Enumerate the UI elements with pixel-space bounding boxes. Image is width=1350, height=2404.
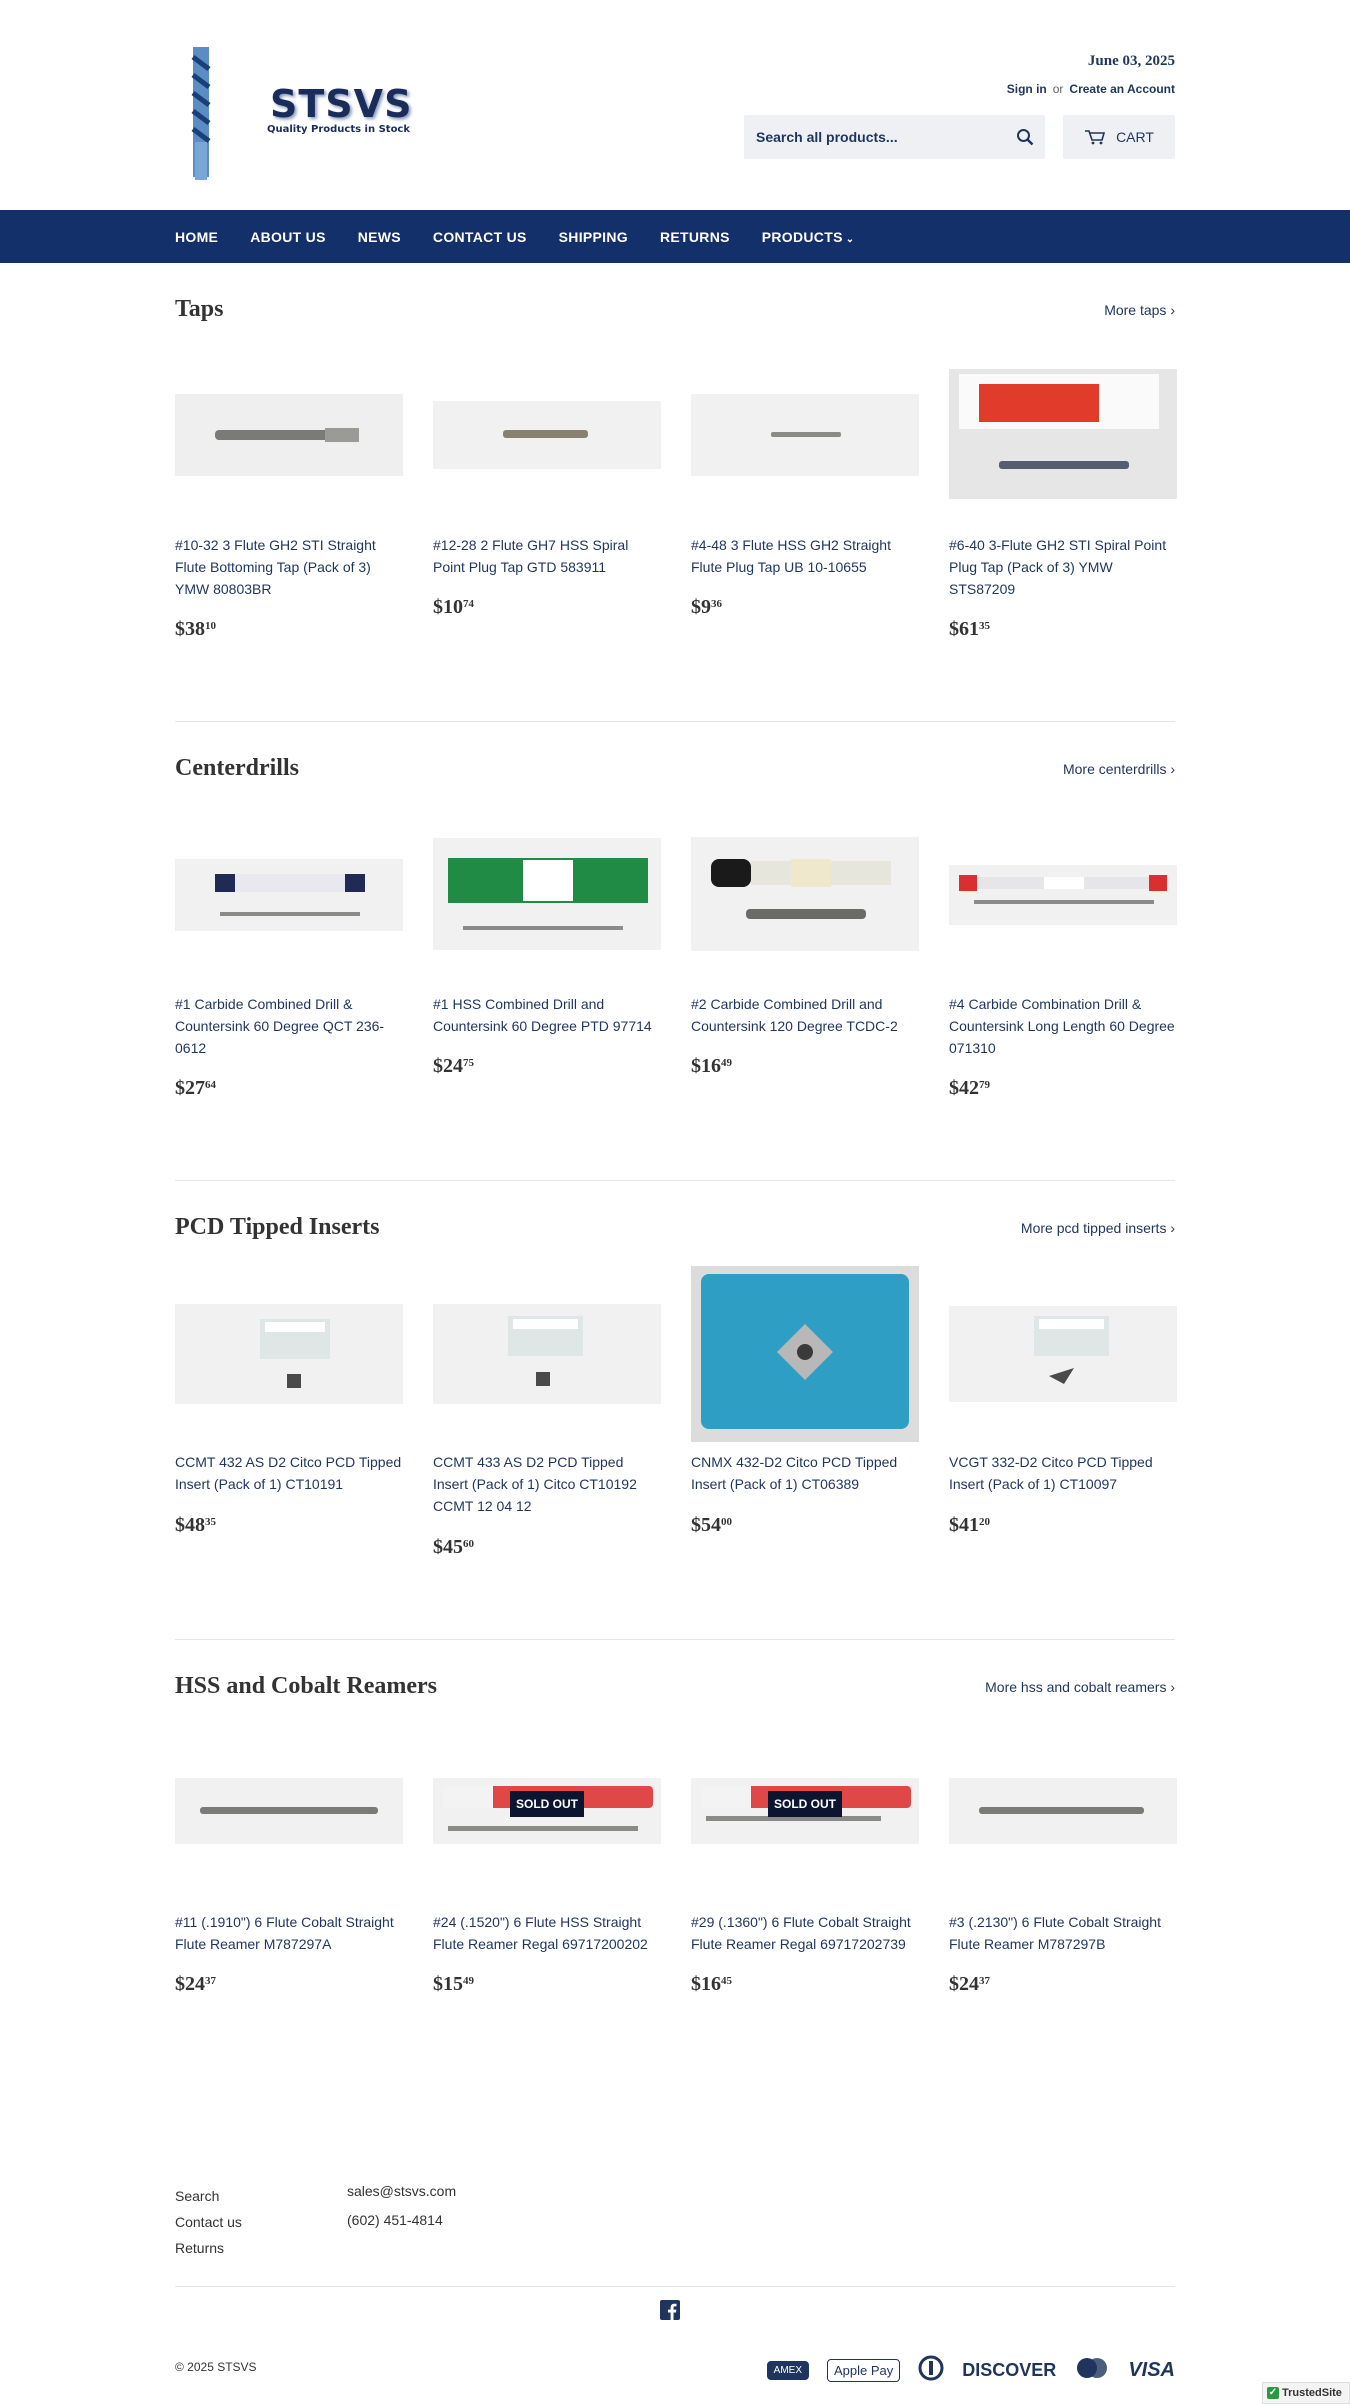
- product-title: #6-40 3-Flute GH2 STI Spiral Point Plug Tap (Pack of 3) YMW STS87209: [949, 537, 1167, 597]
- product-price: $\$16^{49}$: [691, 1055, 732, 1077]
- search-icon: [1016, 128, 1034, 146]
- product-price: $\$9^{36}$: [691, 596, 722, 618]
- product-price: $\$24^{75}$: [433, 1055, 474, 1077]
- product-title: #24 (.1520") 6 Flute HSS Straight Flute Reamer Regal 69717200202: [433, 1914, 648, 1952]
- product-image: [691, 837, 919, 951]
- nav-home[interactable]: HOME: [175, 228, 219, 245]
- drill-logo-icon: [183, 47, 219, 182]
- trustedsite-label: TrustedSite: [1282, 2387, 1342, 2399]
- product-image: [691, 394, 919, 476]
- nav-products[interactable]: [762, 229, 855, 245]
- footer-contact: [347, 2183, 456, 2241]
- product-image: [949, 1306, 1177, 1402]
- sign-in-link[interactable]: Sign in: [1006, 82, 1047, 96]
- product-image: [949, 865, 1177, 925]
- section-divider: [175, 1180, 1175, 1181]
- apple-pay-icon: Apple Pay: [827, 2359, 900, 2382]
- section-divider: [175, 1639, 1175, 1640]
- product-image: [175, 1778, 403, 1844]
- main-nav: [0, 210, 1350, 263]
- product-price: $\$24^{37}$: [175, 1973, 216, 1995]
- cart-button[interactable]: [1063, 115, 1175, 159]
- product-title: #1 HSS Combined Drill and Countersink 60 Degree PTD 97714: [433, 996, 652, 1034]
- cart-icon: [1084, 129, 1106, 145]
- product-image: [175, 394, 403, 476]
- chevron-down-icon: ⌄: [845, 233, 855, 245]
- product-image: [691, 1266, 919, 1442]
- nav-products-label: PRODUCTS: [761, 228, 843, 245]
- product-price: $\$54^{00}$: [691, 1514, 732, 1536]
- product-price: $\$45^{60}$: [433, 1536, 474, 1558]
- brand-name: STSVS: [270, 82, 413, 126]
- product-image: [433, 838, 661, 950]
- trustedsite-badge[interactable]: [1262, 2382, 1350, 2404]
- more-pcd-tipped-inserts-link[interactable]: More pcd tipped inserts ›: [1020, 1220, 1175, 1236]
- collection-centerdrills: [175, 755, 1175, 1175]
- payment-icons: [767, 2355, 1175, 2386]
- sold-out-badge: SOLD OUT: [510, 1791, 584, 1817]
- search-button[interactable]: [1005, 115, 1045, 159]
- contact-phone: (602) 451-4814: [347, 2212, 443, 2228]
- site-logo[interactable]: [175, 42, 415, 182]
- product-price: $\$48^{35}$: [175, 1514, 216, 1536]
- footer-returns-link[interactable]: Returns: [175, 2240, 225, 2256]
- discover-icon: DISCOVER: [962, 2360, 1057, 2380]
- facebook-icon[interactable]: [660, 2300, 680, 2320]
- check-icon: ✓: [1268, 2387, 1278, 2398]
- cart-label: CART: [1116, 129, 1154, 145]
- product-image: [949, 1778, 1177, 1844]
- more-taps-link[interactable]: More taps ›: [1104, 302, 1175, 318]
- current-date: June 03, 2025: [1087, 53, 1175, 69]
- collection-hss-and-cobalt-reamers: [175, 1673, 1175, 2033]
- product-image: [433, 1304, 661, 1404]
- product-title: #12-28 2 Flute GH7 HSS Spiral Point Plug Tap GTD 583911: [433, 537, 629, 575]
- section-title: Taps: [175, 296, 224, 322]
- product-title: #4 Carbide Combination Drill & Countersink Long Length 60 Degree 071310: [949, 996, 1175, 1056]
- product-title: #4-48 3 Flute HSS GH2 Straight Flute Plug Tap UB 10-10655: [691, 537, 891, 575]
- product-title: CNMX 432-D2 Citco PCD Tipped Insert (Pack of 1) CT06389: [691, 1454, 898, 1492]
- product-image: [175, 859, 403, 931]
- product-price: $\$61^{35}$: [949, 618, 990, 640]
- product-price: $\$24^{37}$: [949, 1973, 990, 1995]
- product-image: [175, 1304, 403, 1404]
- search-input[interactable]: [744, 115, 1005, 159]
- mastercard-icon: [1074, 2356, 1110, 2385]
- footer-divider: [175, 2286, 1175, 2287]
- contact-email[interactable]: sales@stsvs.com: [347, 2183, 457, 2199]
- visa-icon: VISA: [1128, 2359, 1175, 2381]
- collection-taps: [175, 296, 1175, 716]
- amex-icon: AMEX: [767, 2361, 809, 2380]
- nav-returns[interactable]: RETURNS: [659, 228, 730, 245]
- section-title: Centerdrills: [175, 755, 299, 781]
- footer-links: [175, 2183, 242, 2261]
- section-divider: [175, 721, 1175, 722]
- product-price: $\$42^{79}$: [949, 1077, 990, 1099]
- brand-tagline: Quality Products in Stock: [267, 124, 411, 135]
- product-title: VCGT 332-D2 Citco PCD Tipped Insert (Pack of 1) CT10097: [949, 1454, 1153, 1492]
- account-links: [1007, 82, 1175, 96]
- product-title: #29 (.1360") 6 Flute Cobalt Straight Flute Reamer Regal 69717202739: [691, 1914, 911, 1952]
- section-title: PCD Tipped Inserts: [175, 1214, 380, 1240]
- product-title: CCMT 433 AS D2 PCD Tipped Insert (Pack of 1) Citco CT10192 CCMT 12 04 12: [433, 1454, 637, 1514]
- nav-news[interactable]: NEWS: [357, 228, 401, 245]
- product-image-wrap: [691, 1778, 919, 1844]
- product-price: $\$41^{20}$: [949, 1514, 990, 1536]
- site-header: [0, 0, 1350, 210]
- nav-shipping[interactable]: SHIPPING: [558, 228, 628, 245]
- section-title: HSS and Cobalt Reamers: [175, 1673, 438, 1699]
- footer-contact-link[interactable]: Contact us: [175, 2214, 242, 2230]
- product-price: $\$27^{64}$: [175, 1077, 216, 1099]
- nav-contact-us[interactable]: CONTACT US: [432, 228, 527, 245]
- product-price: $\$16^{45}$: [691, 1973, 732, 1995]
- diners-club-icon: [918, 2355, 944, 2386]
- product-price: $\$15^{49}$: [433, 1973, 474, 1995]
- copyright: © 2025 STSVS: [175, 2360, 257, 2374]
- product-image: [433, 401, 661, 469]
- sold-out-badge: SOLD OUT: [768, 1791, 842, 1817]
- create-account-link[interactable]: Create an Account: [1069, 82, 1175, 96]
- product-title: #11 (.1910") 6 Flute Cobalt Straight Flute Reamer M787297A: [175, 1914, 394, 1952]
- product-title: CCMT 432 AS D2 Citco PCD Tipped Insert (Pack of 1) CT10191: [175, 1454, 402, 1492]
- collection-pcd-tipped-inserts: [175, 1214, 1175, 1634]
- footer-search-link[interactable]: Search: [175, 2188, 220, 2204]
- or-separator: or: [1052, 82, 1064, 96]
- product-price: $\$38^{10}$: [175, 618, 216, 640]
- product-title: #1 Carbide Combined Drill & Countersink 60 Degree QCT 236-0612: [175, 996, 385, 1056]
- product-image: [949, 369, 1177, 499]
- product-title: #3 (.2130") 6 Flute Cobalt Straight Flute Reamer M787297B: [949, 1914, 1161, 1952]
- product-image-wrap: [433, 1778, 661, 1844]
- more-centerdrills-link[interactable]: More centerdrills ›: [1062, 761, 1175, 777]
- product-price: $\$10^{74}$: [433, 596, 474, 618]
- more-hss-and-cobalt-reamers-link[interactable]: More hss and cobalt reamers ›: [985, 1679, 1175, 1695]
- product-title: #2 Carbide Combined Drill and Countersink 120 Degree TCDC-2: [691, 996, 898, 1034]
- product-title: #10-32 3 Flute GH2 STI Straight Flute Bottoming Tap (Pack of 3) YMW 80803BR: [175, 537, 376, 597]
- search-form: [744, 115, 1045, 159]
- nav-about-us[interactable]: ABOUT US: [250, 228, 326, 245]
